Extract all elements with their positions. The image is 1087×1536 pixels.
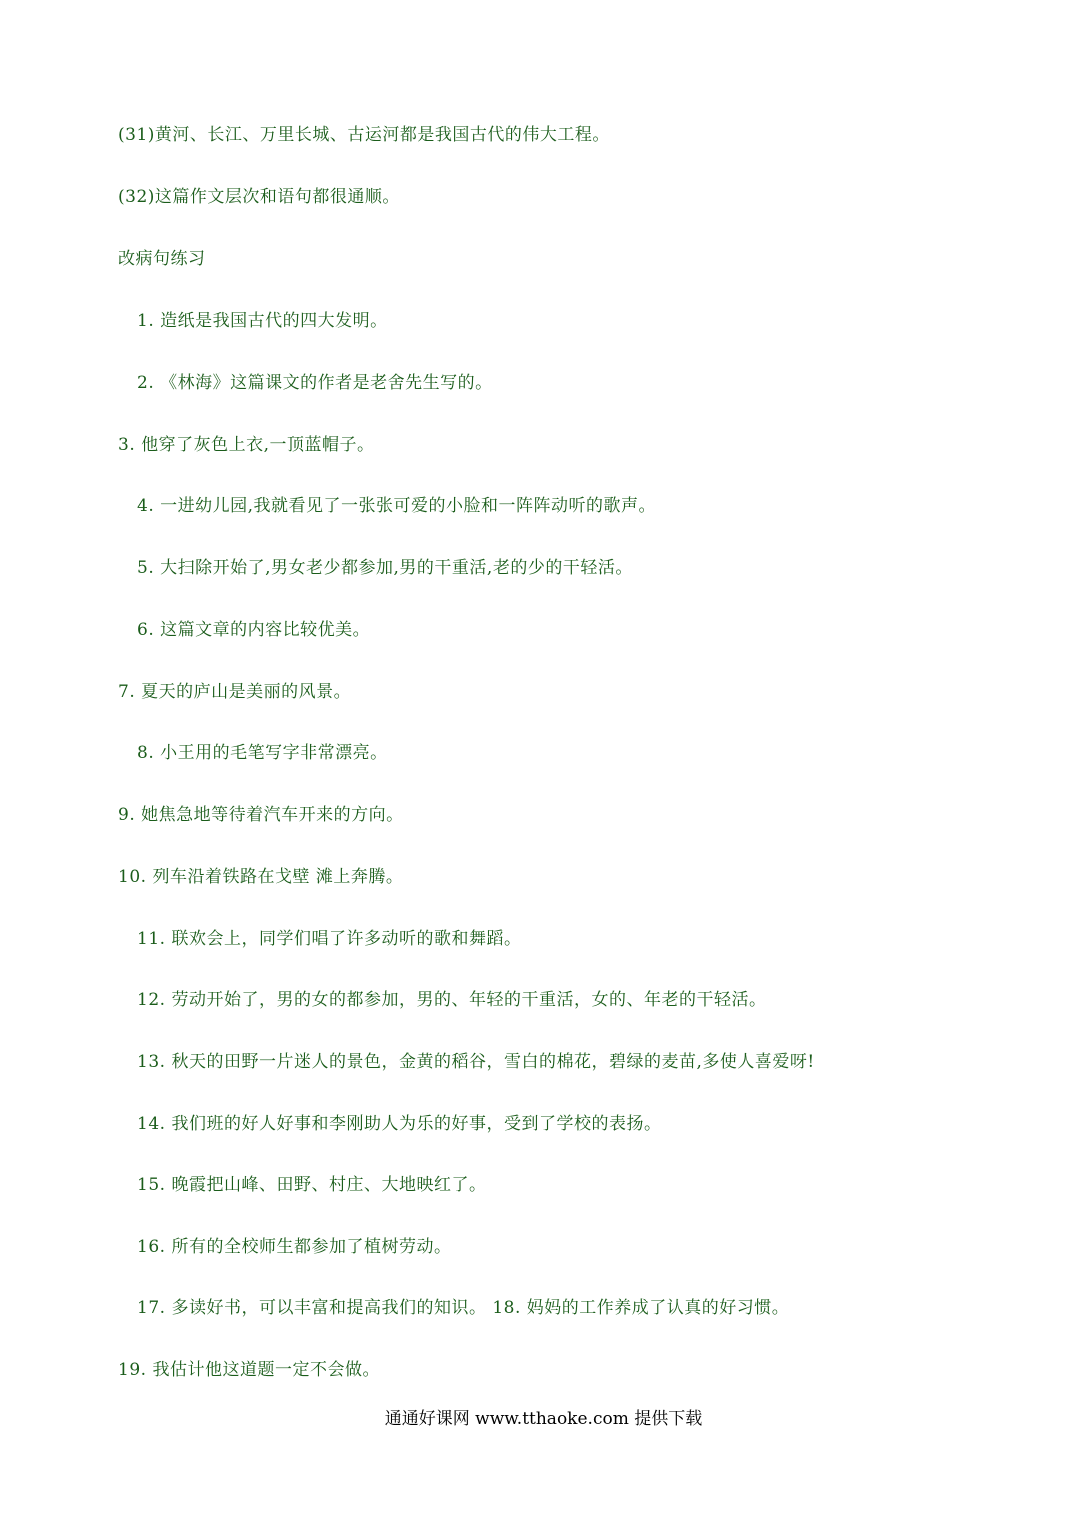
exercise-item: 13. 秋天的田野一片迷人的景色，金黄的稻谷，雪白的棉花，碧绿的麦苗,多使人喜爱呀! [137, 1052, 815, 1072]
exercise-item: 5. 大扫除开始了,男女老少都参加,男的干重活,老的少的干轻活。 [137, 558, 633, 578]
exercise-item: 1. 造纸是我国古代的四大发明。 [137, 311, 388, 331]
text-line: (31)黄河、长江、万里长城、古运河都是我国古代的伟大工程。 [118, 125, 610, 145]
exercise-item: 2. 《林海》这篇课文的作者是老舍先生写的。 [137, 373, 493, 393]
exercise-item: 9. 她焦急地等待着汽车开来的方向。 [118, 805, 404, 825]
exercise-item: 11. 联欢会上，同学们唱了许多动听的歌和舞蹈。 [137, 929, 522, 949]
exercise-item: 19. 我估计他这道题一定不会做。 [118, 1360, 380, 1380]
exercise-item: 12. 劳动开始了，男的女的都参加，男的、年轻的干重活，女的、年老的干轻活。 [137, 990, 767, 1010]
exercise-item: 6. 这篇文章的内容比较优美。 [137, 620, 371, 640]
exercise-item: 14. 我们班的好人好事和李刚助人为乐的好事，受到了学校的表扬。 [137, 1114, 662, 1134]
exercise-item: 3. 他穿了灰色上衣,一顶蓝帽子。 [118, 435, 375, 455]
text-line: (32)这篇作文层次和语句都很通顺。 [118, 187, 400, 207]
exercise-item: 7. 夏天的庐山是美丽的风景。 [118, 682, 352, 702]
page-footer: 通通好课网 www.tthaoke.com 提供下载 [384, 1409, 703, 1429]
exercise-item: 15. 晚霞把山峰、田野、村庄、大地映红了。 [137, 1175, 487, 1195]
exercise-item: 17. 多读好书，可以丰富和提高我们的知识。 18. 妈妈的工作养成了认真的好习惯。 [137, 1298, 790, 1318]
exercise-item: 16. 所有的全校师生都参加了植树劳动。 [137, 1237, 452, 1257]
exercise-item: 10. 列车沿着铁路在戈壁 滩上奔腾。 [118, 867, 404, 887]
exercise-item: 8. 小王用的毛笔写字非常漂亮。 [137, 743, 388, 763]
section-heading: 改病句练习 [118, 249, 206, 269]
exercise-item: 4. 一进幼儿园,我就看见了一张张可爱的小脸和一阵阵动听的歌声。 [137, 496, 657, 516]
